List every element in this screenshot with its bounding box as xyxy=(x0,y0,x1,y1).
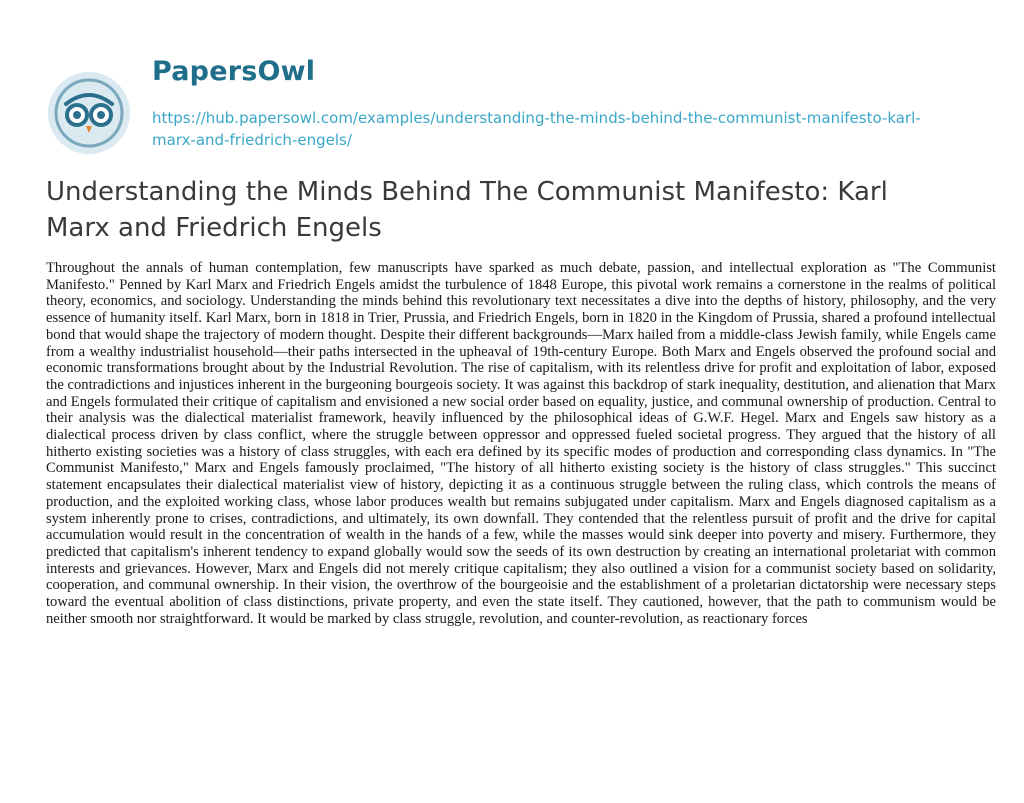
source-url-link[interactable]: https://hub.papersowl.com/examples/understanding-the-minds-behind-the-communist-manifesto-karl-marx-and-friedrich-engels/ xyxy=(152,109,921,149)
site-header xyxy=(46,52,986,152)
brand-name[interactable]: PapersOwl xyxy=(152,56,316,87)
article-title: Understanding the Minds Behind The Communist Manifesto: Karl Marx and Friedrich Engels xyxy=(46,177,888,243)
article-body: Throughout the annals of human contemplation, few manuscripts have sparked as much debate, passion, and intellectual exploration as "The Communist Manifesto." Penned by Karl Marx and Friedrich Engels amidst the turbulence of 1848 Europe, this pivotal work remains a cornerstone in the realms of political theory, economics, and sociology. Understanding the minds behind this revolutionary text necessitates a dive into the depths of history, philosophy, and the very essence of humanity itself. Karl Marx, born in 1818 in Trier, Prussia, and Friedrich Engels, born in 1820 in the Kingdom of Prussia, shared a profound intellectual bond that would shape the trajectory of modern thought. Despite their different backgrounds—Marx hailed from a middle-class Jewish family, while Engels came from a wealthy industrialist household—their paths intersected in the upheaval of 19th-century Europe. Both Marx and Engels observed the profound social and economic transformations brought about by the Industrial Revolution. The rise of capitalism, with its relentless drive for profit and exploitation of labor, exposed the contradictions and injustices inherent in the burgeoning bourgeois society. It was against this backdrop of stark inequality, destitution, and alienation that Marx and Engels formulated their critique of capitalism and envisioned a new social order based on equality, justice, and communal ownership of production. Central to their analysis was the dialectical materialist framework, heavily influenced by the philosophical ideas of G.W.F. Hegel. Marx and Engels saw history as a dialectical process driven by class conflict, where the struggle between oppressor and oppressed fueled societal progress. They argued that the history of all hitherto existing societies was a history of class struggles, with each era defined by its specific modes of production and corresponding class dynamics. In "The Communist Manifesto," Marx and Engels famously proclaimed, "The history of all hitherto existing society is the history of class struggles." This succinct statement encapsulates their dialectical materialist view of history, depicting it as a continuous struggle between the ruling class, which controls the means of production, and the exploited working class, whose labor produces wealth but remains subjugated under capitalism. Marx and Engels diagnosed capitalism as a system inherently prone to crises, contradictions, and ultimately, its own downfall. They contended that the relentless pursuit of profit and the drive for capital accumulation would result in the concentration of wealth in the hands of a few, while the masses would sink deeper into poverty and misery. Furthermore, they predicted that capitalism's inherent tendency to expand globally would sow the seeds of its own destruction by creating an international proletariat with common interests and grievances. However, Marx and Engels did not merely critique capitalism; they also outlined a vision for a communist society based on solidarity, cooperation, and communal ownership. In their vision, the overthrow of the bourgeoisie and the establishment of a proletarian dictatorship were necessary steps toward the eventual abolition of class distinctions, private property, and even the state itself. They cautioned, however, that the path to communism would be neither smooth nor straightforward. It would be marked by class struggle, revolution, and counter-revolution, as reactionary forces xyxy=(46,260,996,627)
owl-logo-icon xyxy=(46,70,132,156)
